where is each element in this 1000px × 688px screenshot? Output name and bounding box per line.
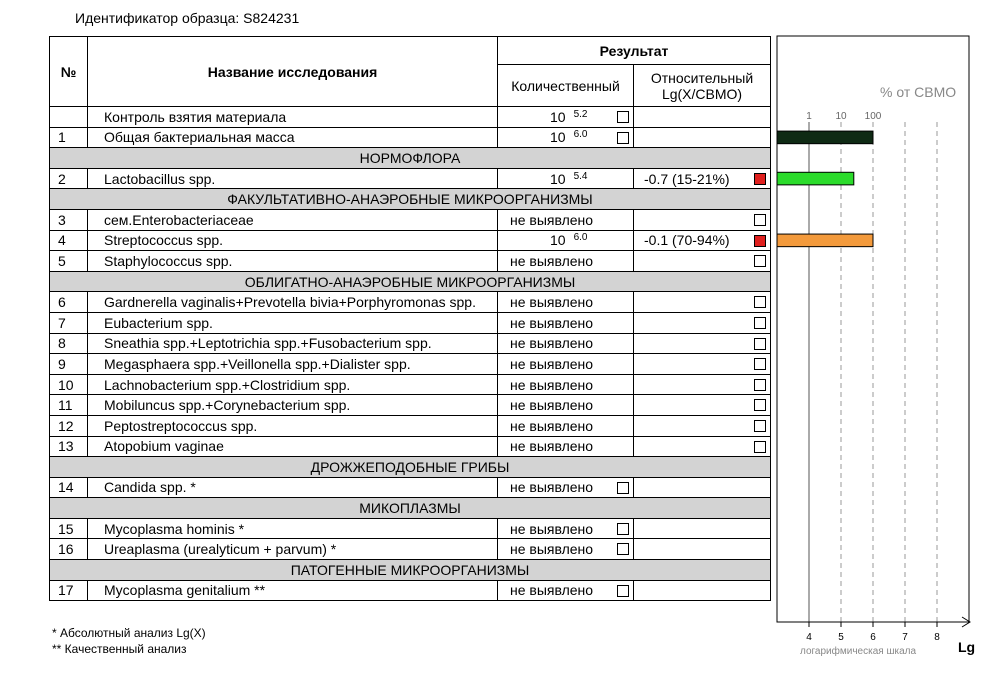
qty-text: не выявлено — [510, 314, 594, 331]
test-name: Lactobacillus spp. — [88, 168, 498, 189]
x-tick-label: 8 — [934, 632, 940, 643]
qty-text: не выявлено — [510, 397, 594, 414]
chart-bar — [777, 172, 854, 185]
qty-exponent: 6.0 — [573, 129, 588, 141]
section-label: ФАКУЛЬТАТИВНО-АНАЭРОБНЫЕ МИКРООРГАНИЗМЫ — [50, 189, 771, 210]
qty-exponent: 6.0 — [573, 232, 588, 244]
qty-mantissa: 10 — [550, 129, 566, 146]
header-relative: Относительный Lg(X/СВМО) — [634, 65, 771, 107]
row-number: 16 — [50, 539, 88, 560]
qty-text: не выявлено — [510, 582, 594, 599]
row-number: 15 — [50, 518, 88, 539]
row-number: 5 — [50, 251, 88, 272]
row-number: 3 — [50, 209, 88, 230]
test-name: Mobiluncus spp.+Corynebacterium spp. — [88, 395, 498, 416]
section-label: НОРМОФЛОРА — [50, 148, 771, 169]
row-number: 7 — [50, 312, 88, 333]
row-number: 13 — [50, 436, 88, 457]
qty-text: не выявлено — [510, 252, 594, 269]
header-name: Название исследования — [88, 37, 498, 107]
qty-exponent: 5.2 — [573, 108, 588, 120]
test-name: Atopobium vaginae — [88, 436, 498, 457]
footnote-absolute: * Абсолютный анализ Lg(X) — [52, 626, 206, 640]
qty-text: не выявлено — [510, 376, 594, 393]
percent-tick-label: 1 — [806, 111, 812, 122]
qty-mantissa: 10 — [550, 170, 566, 187]
row-number: 1 — [50, 127, 88, 148]
percent-tick-label: 10 — [835, 111, 847, 122]
x-scale-label: логарифмическая шкала — [800, 646, 917, 657]
row-number: 12 — [50, 415, 88, 436]
relative-value: -0.1 (70-94%) — [644, 232, 730, 249]
qty-text: не выявлено — [510, 355, 594, 372]
relative-value: -0.7 (15-21%) — [644, 170, 730, 187]
x-tick-label: 5 — [838, 632, 844, 643]
chart-title: % от СВМО — [880, 84, 957, 100]
sample-id: Идентификатор образца: S824231 — [75, 10, 300, 26]
qty-exponent: 5.4 — [573, 170, 588, 182]
section-label: МИКОПЛАЗМЫ — [50, 498, 771, 519]
test-name: Peptostreptococcus spp. — [88, 415, 498, 436]
x-axis-label: Lg — [958, 639, 976, 655]
test-name: Candida spp. * — [88, 477, 498, 498]
test-name: Общая бактериальная масса — [88, 127, 498, 148]
row-number: 9 — [50, 354, 88, 375]
qty-text: не выявлено — [510, 294, 594, 311]
chart-bar — [777, 131, 873, 144]
test-name: Megasphaera spp.+Veillonella spp.+Dialister spp. — [88, 354, 498, 375]
qty-mantissa: 10 — [550, 232, 566, 249]
percent-tick-label: 100 — [864, 111, 882, 122]
row-number: 8 — [50, 333, 88, 354]
section-label: ОБЛИГАТНО-АНАЭРОБНЫЕ МИКРООРГАНИЗМЫ — [50, 271, 771, 292]
header-result: Результат — [498, 37, 771, 65]
x-tick-label: 6 — [870, 632, 876, 643]
section-label: ДРОЖЖЕПОДОБНЫЕ ГРИБЫ — [50, 457, 771, 478]
qty-text: не выявлено — [510, 520, 594, 537]
chart-bar — [777, 234, 873, 247]
test-name: Sneathia spp.+Leptotrichia spp.+Fusobacterium spp. — [88, 333, 498, 354]
x-tick-label: 4 — [806, 632, 812, 643]
qty-text: не выявлено — [510, 335, 594, 352]
qty-text: не выявлено — [510, 479, 594, 496]
row-number: 14 — [50, 477, 88, 498]
test-name: Streptococcus spp. — [88, 230, 498, 251]
section-label: ПАТОГЕННЫЕ МИКРООРГАНИЗМЫ — [50, 560, 771, 581]
row-number: 4 — [50, 230, 88, 251]
test-name: Контроль взятия материала — [88, 107, 498, 128]
row-number: 17 — [50, 580, 88, 601]
test-name: Ureaplasma (urealyticum + parvum) * — [88, 539, 498, 560]
test-name: Mycoplasma hominis * — [88, 518, 498, 539]
qty-mantissa: 10 — [550, 108, 566, 125]
test-name: Eubacterium spp. — [88, 312, 498, 333]
row-number: 11 — [50, 395, 88, 416]
qty-text: не выявлено — [510, 541, 594, 558]
qty-text: не выявлено — [510, 417, 594, 434]
qty-text: не выявлено — [510, 211, 594, 228]
x-tick-label: 7 — [902, 632, 908, 643]
header-num: № — [50, 37, 88, 107]
footnote-qualitative: ** Качественный анализ — [52, 642, 187, 656]
row-number: 6 — [50, 292, 88, 313]
test-name: Staphylococcus spp. — [88, 251, 498, 272]
row-number: 2 — [50, 168, 88, 189]
test-name: Mycoplasma genitalium ** — [88, 580, 498, 601]
test-name: Gardnerella vaginalis+Prevotella bivia+Porphyromonas spp. — [88, 292, 498, 313]
header-quantitative: Количественный — [498, 65, 634, 107]
qty-text: не выявлено — [510, 438, 594, 455]
row-number: 10 — [50, 374, 88, 395]
test-name: сем.Enterobacteriaceae — [88, 209, 498, 230]
test-name: Lachnobacterium spp.+Clostridium spp. — [88, 374, 498, 395]
